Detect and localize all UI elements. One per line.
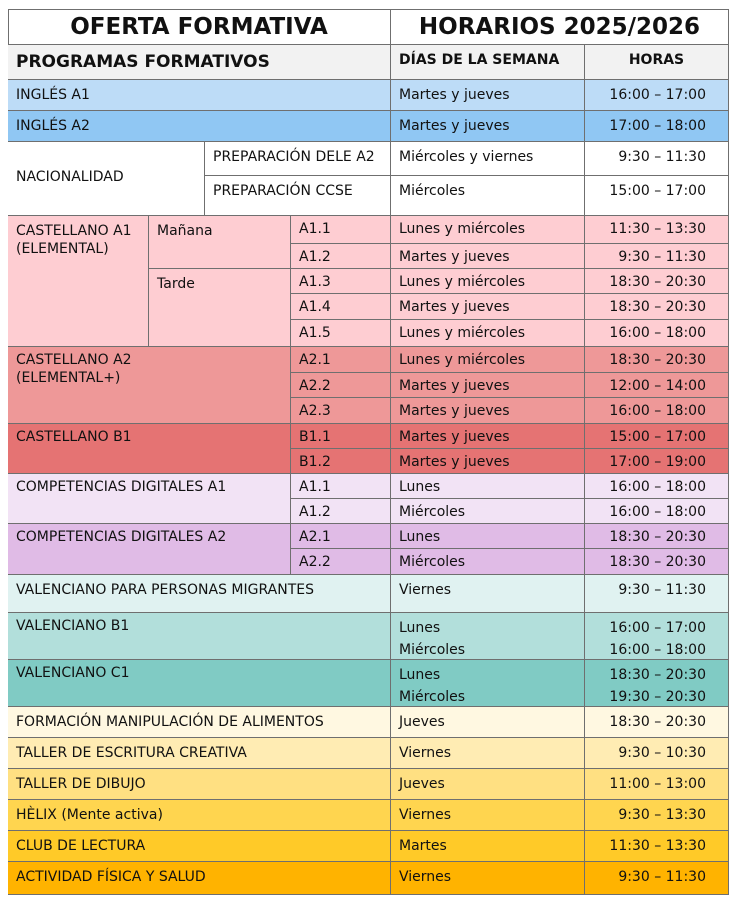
days-cell: Miércoles: [391, 549, 585, 575]
group-code: A2.2: [291, 373, 391, 398]
title-horarios: HORARIOS 2025/2026: [391, 9, 729, 45]
days-cell: Viernes: [391, 575, 585, 613]
days-cell: Martes y jueves: [391, 111, 585, 142]
nacionalidad-item: PREPARACIÓN CCSE: [205, 176, 391, 216]
hours-line2: 19:30 – 20:30: [609, 689, 706, 705]
days-cell: [391, 613, 585, 660]
group-code: A1.5: [291, 320, 391, 347]
days-cell: Lunes y miércoles: [391, 347, 585, 373]
days-cell: Martes y jueves: [391, 80, 585, 111]
hours-cell: 11:30 – 13:30: [585, 216, 729, 244]
days-line2: Miércoles: [399, 642, 466, 658]
days-cell: Martes: [391, 831, 585, 862]
days-cell: Jueves: [391, 769, 585, 800]
days-cell: Viernes: [391, 738, 585, 769]
header-programas: PROGRAMAS FORMATIVOS: [8, 45, 391, 80]
program-dibujo: TALLER DE DIBUJO: [8, 769, 391, 800]
hours-cell: 16:00 – 18:00: [585, 320, 729, 347]
program-nacionalidad: NACIONALIDAD: [8, 142, 205, 216]
program-valenciano_c1: VALENCIANO C1: [8, 660, 391, 707]
group-code: A2.3: [291, 398, 391, 424]
hours-cell: 18:30 – 20:30: [585, 269, 729, 294]
hours-cell: 12:00 – 14:00: [585, 373, 729, 398]
hours-cell: 11:30 – 13:30: [585, 831, 729, 862]
hours-cell: 18:30 – 20:30: [585, 294, 729, 320]
program-ingles_a1: INGLÉS A1: [8, 80, 391, 111]
program-helix: HÈLIX (Mente activa): [8, 800, 391, 831]
days-cell: Viernes: [391, 862, 585, 895]
hours-cell: 18:30 – 20:30: [585, 549, 729, 575]
days-cell: Martes y jueves: [391, 398, 585, 424]
hours-cell: 9:30 – 11:30: [585, 862, 729, 895]
program-escritura: TALLER DE ESCRITURA CREATIVA: [8, 738, 391, 769]
program-line1: CASTELLANO A1: [16, 223, 132, 239]
hours-cell: 16:00 – 18:00: [585, 499, 729, 524]
days-cell: Martes y jueves: [391, 294, 585, 320]
program-castellano_b1: CASTELLANO B1: [8, 424, 291, 474]
program-valenciano_migrantes: VALENCIANO PARA PERSONAS MIGRANTES: [8, 575, 391, 613]
hours-cell: 16:00 – 17:00: [585, 80, 729, 111]
hours-cell: 18:30 – 20:30: [585, 707, 729, 738]
group-code: A2.1: [291, 347, 391, 373]
hours-cell: 15:00 – 17:00: [585, 424, 729, 449]
program-digitales_a2: COMPETENCIAS DIGITALES A2: [8, 524, 291, 575]
program-castellano-a2: [8, 347, 291, 424]
program-actividad: ACTIVIDAD FÍSICA Y SALUD: [8, 862, 391, 895]
group-code: A1.4: [291, 294, 391, 320]
days-cell: Martes y jueves: [391, 449, 585, 474]
days-cell: Viernes: [391, 800, 585, 831]
days-cell: Lunes y miércoles: [391, 216, 585, 244]
days-line2: Miércoles: [399, 689, 466, 705]
title-oferta-formativa: OFERTA FORMATIVA: [8, 9, 391, 45]
program-valenciano_b1: VALENCIANO B1: [8, 613, 391, 660]
shift-afternoon: Tarde: [149, 269, 291, 347]
hours-line1: 18:30 – 20:30: [609, 667, 706, 683]
days-cell: Jueves: [391, 707, 585, 738]
hours-line1: 16:00 – 17:00: [609, 620, 706, 636]
days-cell: Miércoles: [391, 176, 585, 216]
hours-cell: 16:00 – 18:00: [585, 474, 729, 499]
hours-cell: 17:00 – 18:00: [585, 111, 729, 142]
days-cell: Martes y jueves: [391, 373, 585, 398]
hours-line2: 16:00 – 18:00: [609, 642, 706, 658]
group-code: A2.1: [291, 524, 391, 549]
days-cell: Lunes: [391, 474, 585, 499]
program-alimentos: FORMACIÓN MANIPULACIÓN DE ALIMENTOS: [8, 707, 391, 738]
days-cell: Miércoles: [391, 499, 585, 524]
hours-cell: 11:00 – 13:00: [585, 769, 729, 800]
group-code: B1.2: [291, 449, 391, 474]
hours-cell: 16:00 – 18:00: [585, 398, 729, 424]
header-dias: DÍAS DE LA SEMANA: [391, 45, 585, 80]
program-line1: CASTELLANO A2: [16, 352, 132, 368]
days-line1: Lunes: [399, 667, 441, 683]
hours-cell: 18:30 – 20:30: [585, 524, 729, 549]
days-cell: Martes y jueves: [391, 424, 585, 449]
shift-morning: Mañana: [149, 216, 291, 269]
group-code: B1.1: [291, 424, 391, 449]
group-code: A1.2: [291, 244, 391, 269]
program-line2: (ELEMENTAL+): [16, 370, 121, 386]
group-code: A1.3: [291, 269, 391, 294]
hours-cell: 9:30 – 11:30: [585, 575, 729, 613]
program-castellano-a1: [8, 216, 149, 347]
program-digitales_a1: COMPETENCIAS DIGITALES A1: [8, 474, 291, 524]
program-lectura: CLUB DE LECTURA: [8, 831, 391, 862]
days-cell: [391, 660, 585, 707]
days-cell: Miércoles y viernes: [391, 142, 585, 176]
program-line2: (ELEMENTAL): [16, 241, 109, 257]
hours-cell: 18:30 – 20:30: [585, 347, 729, 373]
days-line1: Lunes: [399, 620, 441, 636]
days-cell: Martes y jueves: [391, 244, 585, 269]
hours-cell: 9:30 – 11:30: [585, 244, 729, 269]
hours-cell: [585, 613, 729, 660]
header-horas: HORAS: [585, 45, 729, 80]
hours-cell: [585, 660, 729, 707]
hours-cell: 9:30 – 13:30: [585, 800, 729, 831]
program-ingles_a2: INGLÉS A2: [8, 111, 391, 142]
group-code: A2.2: [291, 549, 391, 575]
nacionalidad-item: PREPARACIÓN DELE A2: [205, 142, 391, 176]
group-code: A1.1: [291, 216, 391, 244]
days-cell: Lunes y miércoles: [391, 320, 585, 347]
hours-cell: 15:00 – 17:00: [585, 176, 729, 216]
days-cell: Lunes y miércoles: [391, 269, 585, 294]
group-code: A1.1: [291, 474, 391, 499]
group-code: A1.2: [291, 499, 391, 524]
hours-cell: 9:30 – 10:30: [585, 738, 729, 769]
hours-cell: 17:00 – 19:00: [585, 449, 729, 474]
days-cell: Lunes: [391, 524, 585, 549]
hours-cell: 9:30 – 11:30: [585, 142, 729, 176]
